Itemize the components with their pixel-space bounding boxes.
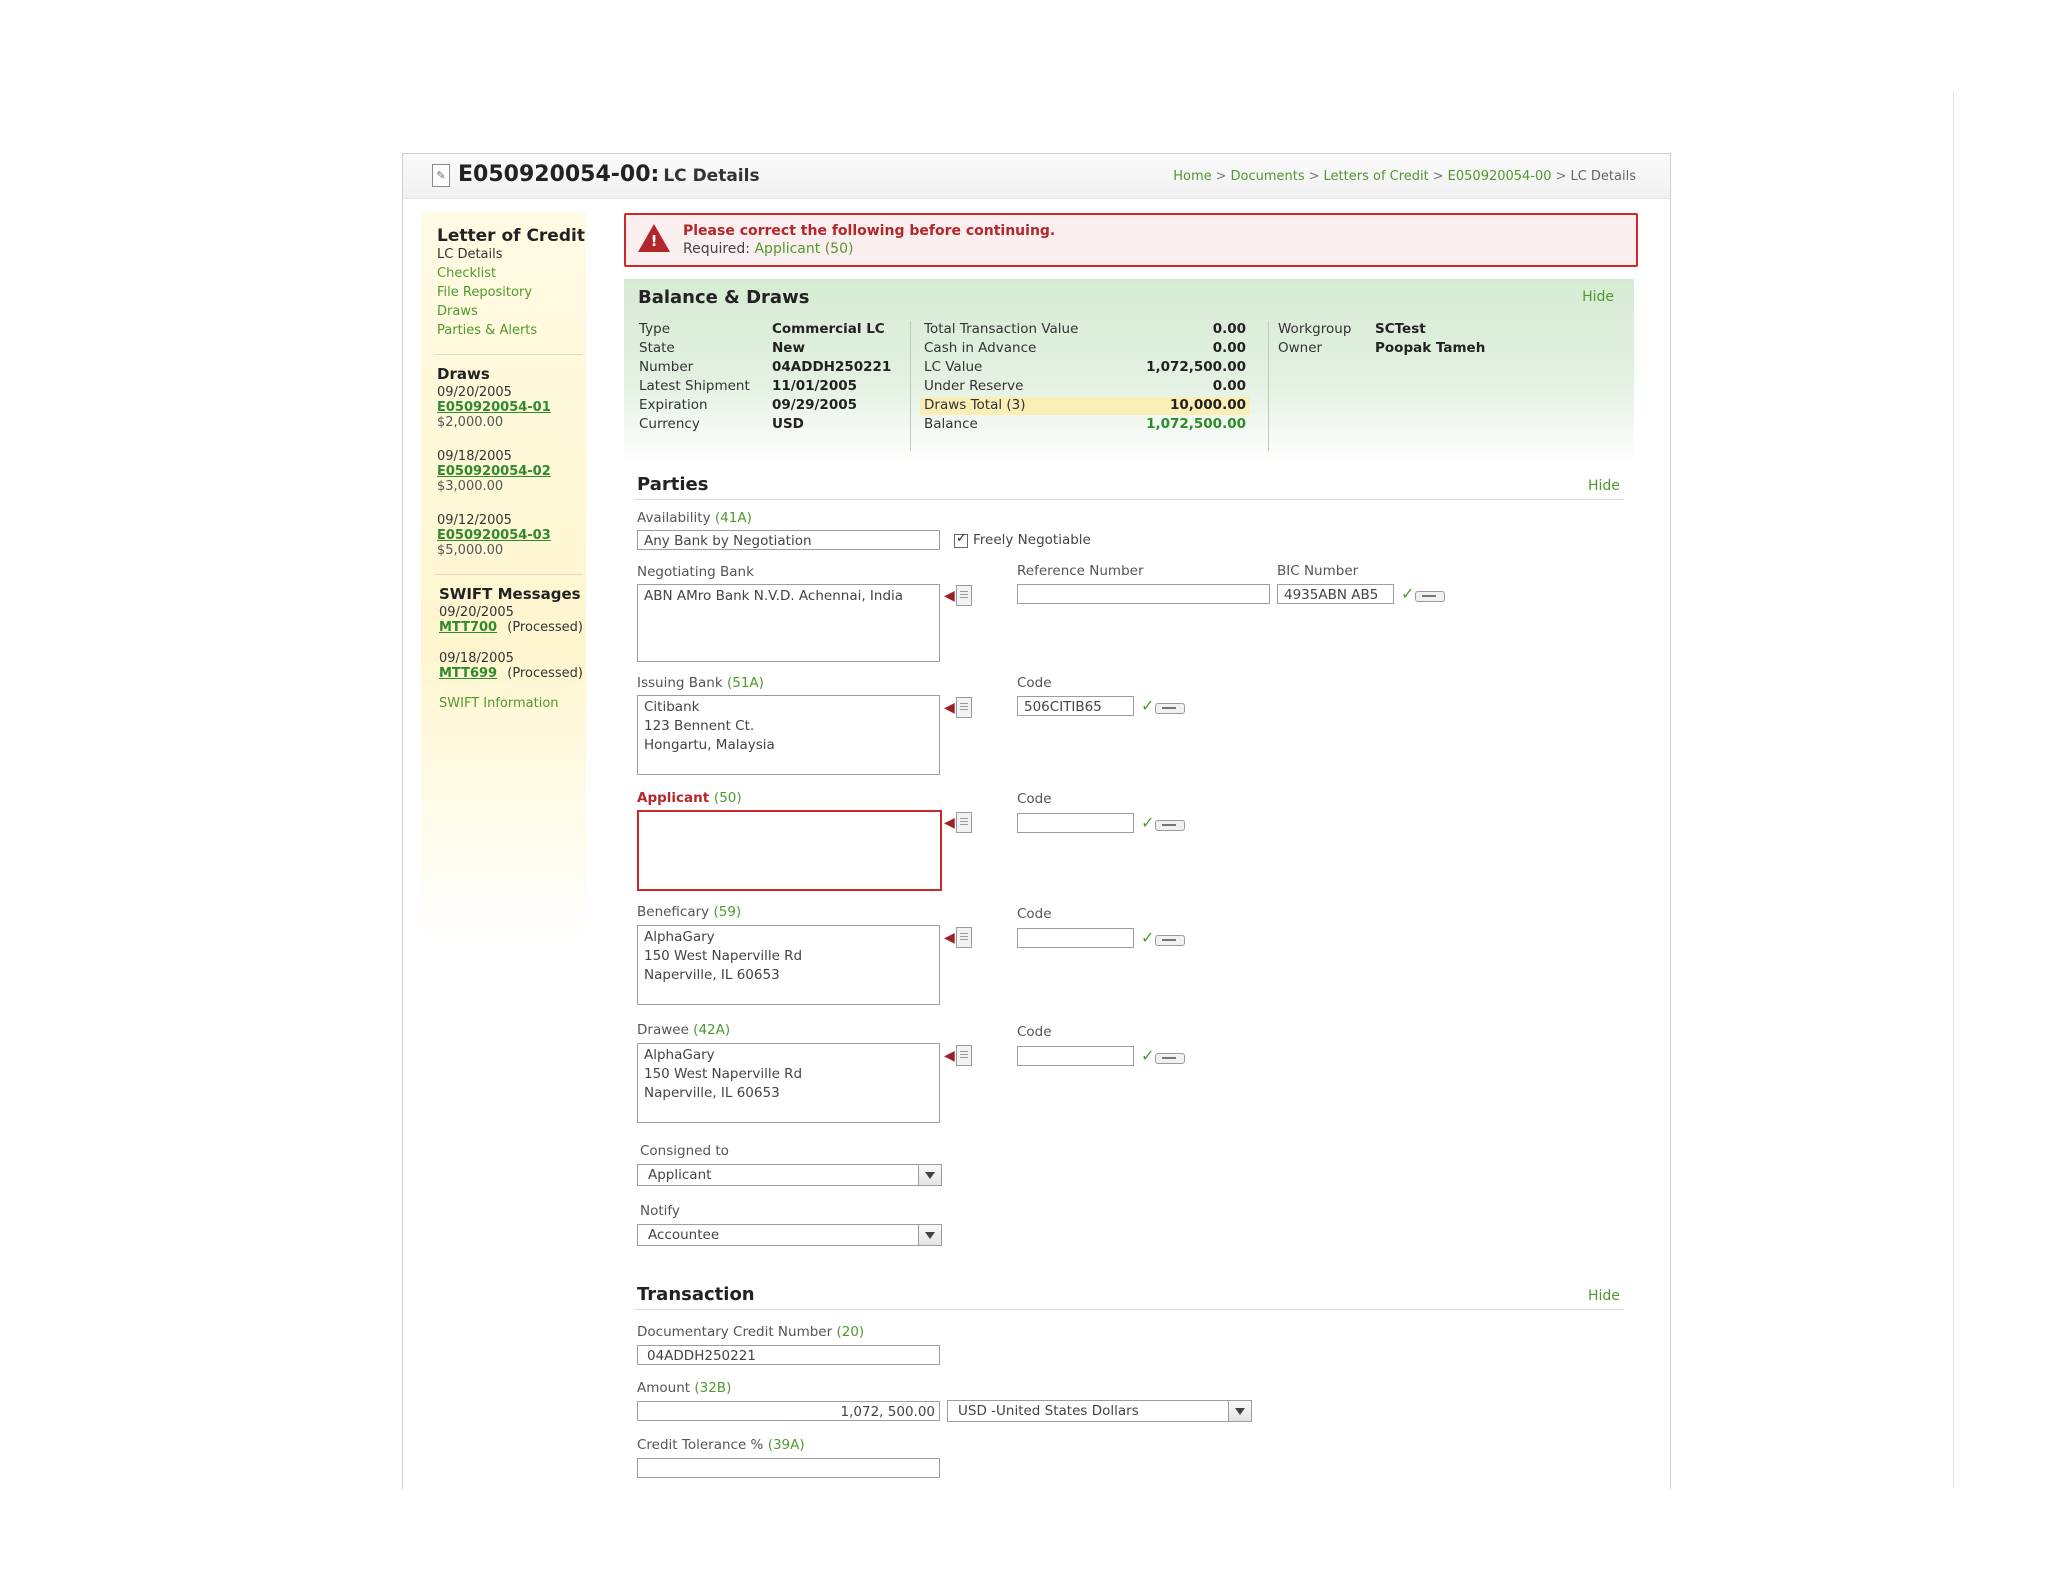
credit-tolerance-label [637,1437,805,1453]
balance-total-transaction-value [920,321,1250,339]
breadcrumb-lc-number[interactable]: E050920054-00 [1447,169,1552,184]
field-label: Number [639,359,694,375]
swift-field-code: (39A) [767,1437,805,1453]
select-value: Accountee [648,1227,720,1243]
label-text: Availability [637,510,711,526]
swift-date: 09/20/2005 [439,605,514,620]
column-divider [1268,321,1269,451]
field-value: 11/01/2005 [772,378,858,394]
draw-amount: $5,000.00 [437,543,504,558]
swift-field-code: (42A) [693,1022,731,1038]
field-value: 04ADDH250221 [772,359,892,375]
field-label: State [639,340,675,356]
applicant-field[interactable] [637,810,942,891]
error-title: Please correct the following before continuing. [683,223,1056,239]
draw-amount: $3,000.00 [437,479,504,494]
draw-date: 09/20/2005 [437,385,512,400]
field-value: 10,000.00 [1169,397,1246,413]
label-text: Applicant [637,790,710,806]
breadcrumb-separator: > [1555,169,1567,184]
swift-field-code: (59) [713,904,742,920]
breadcrumb [1173,169,1636,184]
swift-field-code: (41A) [714,510,752,526]
breadcrumb-separator: > [1215,169,1227,184]
freely-negotiable-label: Freely Negotiable [973,532,1091,548]
address-book-icon[interactable]: ◀ [944,812,974,834]
consigned-to-select[interactable] [637,1164,942,1186]
required-label: Required: [683,241,751,257]
transaction-title: Transaction [637,1284,755,1305]
swift-message-link[interactable]: MTT700 [439,620,498,635]
field-label: Owner [1278,340,1323,356]
breadcrumb-letters-of-credit[interactable]: Letters of Credit [1323,169,1429,184]
label-text: Credit Tolerance % [637,1437,764,1453]
warning-icon-mark: ! [650,232,658,250]
issuing-bank-field[interactable]: Citibank 123 Bennent Ct. Hongartu, Malaysia [637,695,940,775]
breadcrumb-current: LC Details [1570,169,1636,184]
document-icon: ✎ [432,164,450,187]
lc-details-window [402,153,1671,1489]
verify-check-icon[interactable]: ✓ [1141,816,1185,832]
swift-information-link[interactable]: SWIFT Information [439,696,559,711]
sidebar-heading-letter-of-credit: Letter of Credit [437,226,585,246]
balance-balance [920,416,1250,434]
field-label: Workgroup [1278,321,1352,337]
issuing-bank-label [637,675,764,691]
credit-tolerance-field[interactable] [637,1458,940,1478]
availability-label [637,510,752,526]
reference-number-label: Reference Number [1017,563,1144,579]
field-label: Balance [924,416,978,432]
label-text: Amount [637,1380,691,1396]
draw-date: 09/12/2005 [437,513,512,528]
bic-number-field[interactable]: 4935ABN AB5 [1277,584,1394,604]
drawee-code-label: Code [1017,1024,1052,1040]
swift-message-row [439,666,583,681]
sidebar-heading-draws: Draws [437,365,490,383]
freely-negotiable-checkbox[interactable] [954,534,968,548]
sidebar-item-file-repository[interactable]: File Repository [437,285,533,300]
beneficiary-code-label: Code [1017,906,1052,922]
field-value: Commercial LC [772,321,885,337]
title-bar [403,154,1670,199]
draw-date: 09/18/2005 [437,449,512,464]
issuing-code-label: Code [1017,675,1052,691]
balance-hide-link[interactable]: Hide [1582,289,1614,305]
validation-error-box [624,213,1638,267]
beneficiary-label [637,904,741,920]
chevron-down-icon[interactable] [918,1165,941,1185]
parties-hide-link[interactable]: Hide [1588,478,1620,494]
verify-check-icon[interactable]: ✓ [1141,699,1185,715]
amount-label [637,1380,731,1396]
draw-link[interactable]: E050920054-03 [437,528,551,543]
column-divider [910,321,911,451]
doc-credit-number-label [637,1324,864,1340]
breadcrumb-documents[interactable]: Documents [1230,169,1305,184]
balance-cash-in-advance [920,340,1250,358]
field-label: Draws Total (3) [924,397,1026,413]
chevron-down-icon[interactable] [918,1225,941,1245]
swift-status: (Processed) [507,666,583,681]
availability-field[interactable]: Any Bank by Negotiation [637,530,940,550]
field-label: Under Reserve [924,378,1024,394]
applicant-code-field[interactable] [1017,813,1134,833]
field-value: 1,072,500.00 [1146,416,1246,432]
field-value: New [772,340,805,356]
applicant-code-label: Code [1017,791,1052,807]
field-label: Cash in Advance [924,340,1037,356]
field-label: Total Transaction Value [924,321,1079,337]
page-edge-rule [1953,92,1954,1488]
field-value: 0.00 [1212,378,1246,394]
label-text: Drawee [637,1022,689,1038]
beneficiary-code-field[interactable] [1017,928,1134,948]
field-value: SCTest [1375,321,1426,337]
required-applicant-link[interactable]: Applicant (50) [754,241,854,257]
swift-field-code: (51A) [726,675,764,691]
drawee-label [637,1022,730,1038]
balance-draws-panel [624,279,1634,464]
swift-field-code: (50) [713,790,742,806]
transaction-hide-link[interactable]: Hide [1588,1288,1620,1304]
section-divider [634,499,1624,500]
doc-credit-number-field[interactable]: 04ADDH250221 [637,1345,940,1365]
draw-link[interactable]: E050920054-01 [437,400,551,415]
bic-number-label: BIC Number [1277,563,1359,579]
breadcrumb-separator: > [1308,169,1320,184]
field-value: 0.00 [1212,321,1246,337]
balance-draws-total [920,397,1250,415]
balance-lc-value [920,359,1250,377]
page-title [458,162,760,187]
verify-check-icon[interactable]: ✓ [1141,931,1185,947]
select-value: Applicant [648,1167,712,1183]
swift-status: (Processed) [507,620,583,635]
verify-check-icon[interactable]: ✓ [1401,587,1445,603]
sidebar-divider [435,354,583,355]
sidebar-item-parties-alerts[interactable]: Parties & Alerts [437,323,538,338]
sidebar-item-checklist[interactable]: Checklist [437,266,497,281]
draw-amount: $2,000.00 [437,415,504,430]
consigned-to-label: Consigned to [640,1143,729,1159]
field-value: 1,072,500.00 [1146,359,1246,375]
page-subtitle: LC Details [663,166,760,186]
amount-field[interactable]: 1,072, 500.00 [637,1401,940,1421]
drawee-field[interactable]: AlphaGary 150 West Naperville Rd Naperville, IL 60653 [637,1043,940,1123]
issuing-code-field[interactable]: 506CITIB65 [1017,696,1134,716]
field-value: Poopak Tameh [1375,340,1486,356]
address-book-icon[interactable]: ◀ [944,927,974,949]
lc-number-title: E050920054-00: [458,162,660,187]
field-value: 09/29/2005 [772,397,858,413]
error-required [683,241,853,257]
address-book-icon[interactable]: ◀ [944,1045,974,1067]
address-book-icon[interactable]: ◀ [944,697,974,719]
balance-under-reserve [920,378,1250,396]
section-divider [634,1309,1624,1310]
chevron-down-icon[interactable] [1228,1401,1251,1421]
swift-date: 09/18/2005 [439,651,514,666]
field-value: 0.00 [1212,340,1246,356]
balance-draws-title: Balance & Draws [638,287,810,308]
currency-select[interactable] [947,1400,1252,1422]
beneficiary-field[interactable]: AlphaGary 150 West Naperville Rd Naperville, IL 60653 [637,925,940,1005]
label-text: Documentary Credit Number [637,1324,833,1340]
parties-title: Parties [637,474,709,495]
reference-number-field[interactable] [1017,584,1270,604]
field-label: Latest Shipment [639,378,750,394]
address-book-icon[interactable]: ◀ [944,585,974,607]
select-value: USD -United States Dollars [958,1403,1139,1419]
field-label: Currency [639,416,700,432]
applicant-label [637,790,742,806]
field-label: LC Value [924,359,983,375]
negotiating-bank-field[interactable]: ABN AMro Bank N.V.D. Achennai, India [637,584,940,662]
sidebar-heading-swift: SWIFT Messages [439,585,581,603]
drawee-code-field[interactable] [1017,1046,1134,1066]
breadcrumb-home[interactable]: Home [1173,169,1212,184]
sidebar [421,212,586,942]
swift-message-row [439,620,583,635]
draw-link[interactable]: E050920054-02 [437,464,551,479]
sidebar-divider [435,574,583,575]
field-label: Expiration [639,397,708,413]
verify-check-icon[interactable]: ✓ [1141,1049,1185,1065]
swift-field-code: (20) [836,1324,865,1340]
notify-select[interactable] [637,1224,942,1246]
field-value: USD [772,416,804,432]
notify-label: Notify [640,1203,680,1219]
field-label: Type [639,321,671,337]
swift-field-code: (32B) [694,1380,732,1396]
sidebar-item-draws[interactable]: Draws [437,304,478,319]
swift-message-link[interactable]: MTT699 [439,666,498,681]
negotiating-bank-label: Negotiating Bank [637,564,754,580]
label-text: Issuing Bank [637,675,723,691]
breadcrumb-separator: > [1432,169,1444,184]
sidebar-item-lc-details: LC Details [437,247,503,262]
label-text: Beneficary [637,904,710,920]
